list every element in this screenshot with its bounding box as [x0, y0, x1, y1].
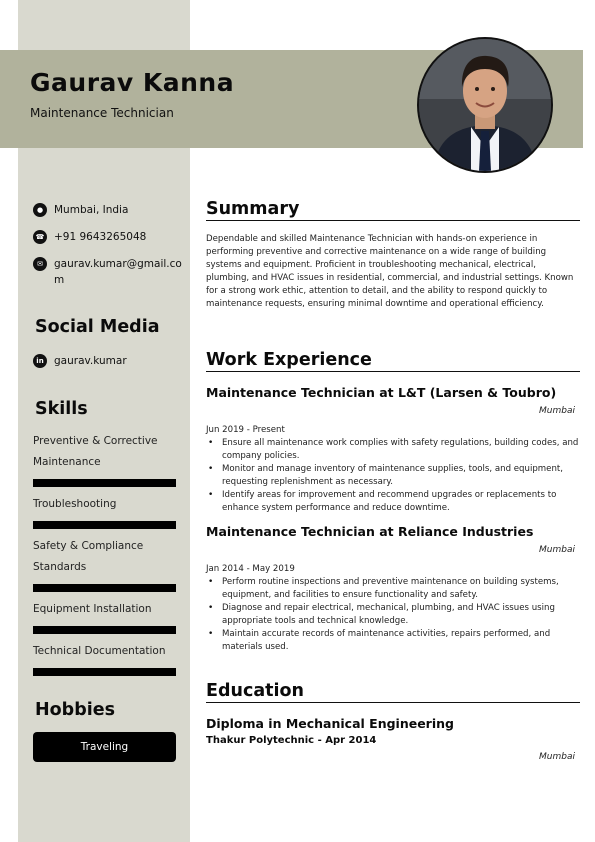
education-degree: Diploma in Mechanical Engineering — [206, 716, 454, 731]
summary-text: Dependable and skilled Maintenance Technician with hands-on experience in performing preventive and corrective maintenance on a wide range of building systems and equipment. Proficient in troubleshooting mechanical, electrical, plumbing, and HVAC issues in residential, commercial, and industrial settings. Known for a strong work ethic, attention to detail, and the ability to respond quickly to maintenance requests, ensuring minimal downtime and operational efficiency. — [206, 234, 574, 309]
job-title: Maintenance Technician at L&T (Larsen & Toubro) — [206, 385, 557, 400]
list-item: • Maintain accurate records of maintenance activities, repairs performed, and materials used. — [206, 628, 580, 654]
skill-bar — [33, 584, 176, 592]
skill-item — [33, 494, 176, 529]
job-dates: Jun 2019 - Present — [206, 425, 285, 435]
skill-label: Safety & Compliance Standards — [33, 540, 144, 573]
skill-item — [33, 641, 176, 676]
hobbies-heading: Hobbies — [35, 700, 116, 720]
linkedin-icon: in — [33, 354, 47, 368]
location-icon: ● — [33, 203, 47, 217]
phone-icon: ☎ — [33, 230, 47, 244]
social-linkedin[interactable] — [33, 353, 183, 369]
job-bullets — [206, 437, 580, 515]
skill-bar — [33, 626, 176, 634]
skill-bar — [33, 668, 176, 676]
list-item: • Perform routine inspections and preventive maintenance on building systems, equipment, and facilities to ensure functionality and safety. — [206, 576, 580, 602]
job-bullets — [206, 576, 580, 654]
job-title: Maintenance Technician at Reliance Industries — [206, 524, 534, 539]
skill-item — [33, 431, 176, 487]
summary-heading: Summary — [206, 199, 580, 221]
skill-item — [33, 599, 176, 634]
candidate-name: Gaurav Kanna — [30, 68, 235, 97]
profile-photo — [417, 37, 553, 173]
email-icon: ✉ — [33, 257, 47, 271]
candidate-role: Maintenance Technician — [30, 106, 174, 120]
skill-label: Equipment Installation — [33, 603, 152, 615]
skill-bar — [33, 479, 176, 487]
list-item: • Monitor and manage inventory of maintenance supplies, tools, and equipment, requesting replenishment as necessary. — [206, 463, 580, 489]
skill-item — [33, 536, 176, 592]
hobby-badge: Traveling — [33, 732, 176, 762]
contact-email[interactable] — [33, 256, 183, 288]
job-location: Mumbai — [539, 545, 575, 555]
contact-location — [33, 202, 183, 218]
skill-bar — [33, 521, 176, 529]
contact-email-text[interactable]: gaurav.kumar@gmail.com — [54, 258, 182, 286]
list-item: • Diagnose and repair electrical, mechanical, plumbing, and HVAC issues using appropriate tools and technical knowledge. — [206, 602, 580, 628]
skill-label: Troubleshooting — [33, 498, 117, 510]
skills-heading: Skills — [35, 399, 88, 419]
contact-phone-text: +91 9643265048 — [54, 231, 147, 243]
education-heading: Education — [206, 681, 580, 703]
education-school: Thakur Polytechnic - Apr 2014 — [206, 735, 377, 746]
work-experience-heading: Work Experience — [206, 350, 580, 372]
contact-phone — [33, 229, 183, 245]
job-dates: Jan 2014 - May 2019 — [206, 564, 295, 574]
skill-label: Preventive & Corrective Maintenance — [33, 435, 158, 468]
contact-location-text: Mumbai, India — [54, 204, 129, 216]
job-location: Mumbai — [539, 406, 575, 416]
education-location: Mumbai — [539, 752, 575, 762]
social-media-heading: Social Media — [35, 317, 160, 337]
list-item: • Ensure all maintenance work complies with safety regulations, building codes, and company policies. — [206, 437, 580, 463]
skill-label: Technical Documentation — [33, 645, 166, 657]
list-item: • Identify areas for improvement and recommend upgrades or replacements to enhance system performance and reduce downtime. — [206, 489, 580, 515]
linkedin-handle[interactable]: gaurav.kumar — [54, 355, 127, 367]
